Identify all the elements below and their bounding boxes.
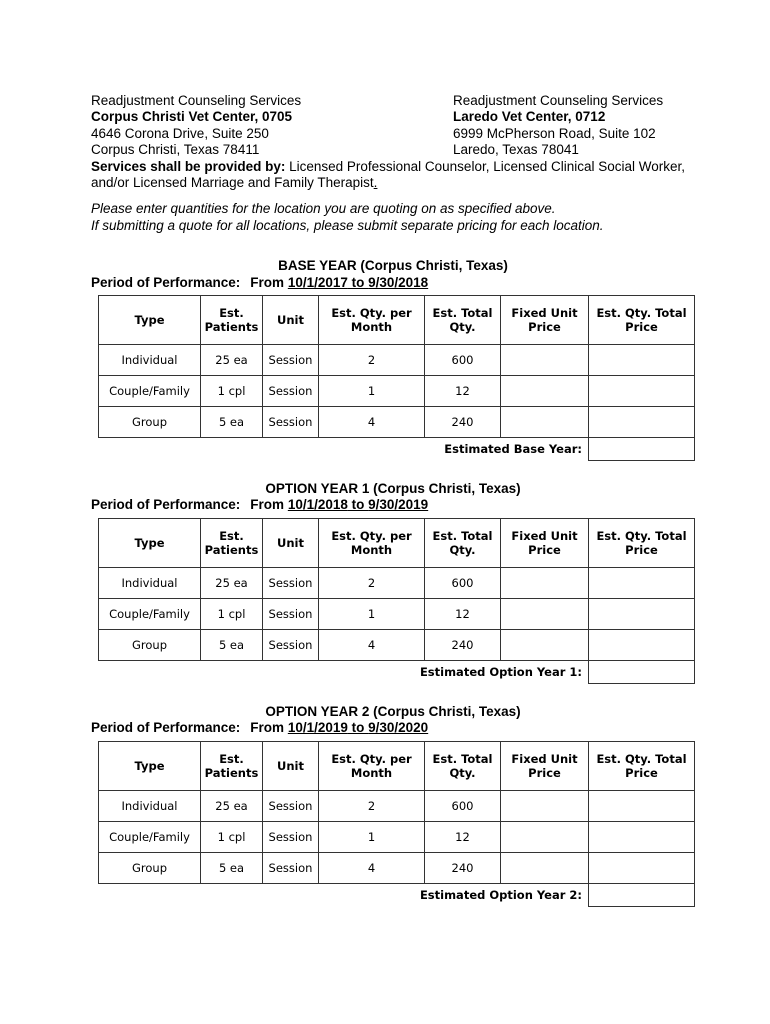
- column-header-type: Type: [99, 296, 201, 345]
- cell-qty-month: 2: [319, 790, 425, 821]
- cell-type: Individual: [99, 567, 201, 598]
- cell-patients: 25 ea: [201, 567, 263, 598]
- column-header-unit-price: Fixed Unit Price: [501, 518, 589, 567]
- cell-patients: 25 ea: [201, 345, 263, 376]
- cell-unit: Session: [263, 852, 319, 883]
- period-to-word: to: [347, 720, 369, 736]
- estimated-total-label: Estimated Option Year 2:: [419, 887, 582, 902]
- column-header-type: Type: [99, 741, 201, 790]
- section-title: OPTION YEAR 2 (Corpus Christi, Texas): [265, 703, 521, 719]
- cell-patients: 5 ea: [201, 407, 263, 438]
- period-of-performance: [91, 720, 695, 736]
- center-name: Laredo Vet Center, 0712: [453, 109, 606, 125]
- fixed-unit-price-cell[interactable]: [501, 598, 589, 629]
- cell-unit: Session: [263, 345, 319, 376]
- column-header-unit-price: Fixed Unit Price: [501, 741, 589, 790]
- cell-type: Group: [99, 629, 201, 660]
- services-statement: [91, 159, 695, 192]
- table-header-row: [99, 296, 695, 345]
- column-header-total-qty: Est. Total Qty.: [425, 741, 501, 790]
- cell-patients: 1 cpl: [201, 821, 263, 852]
- pricing-table: [98, 518, 695, 684]
- address-block: [91, 93, 695, 159]
- instruction-line-2: If submitting a quote for all locations, please submit separate pricing for each location.: [91, 217, 604, 233]
- period-to-word: to: [347, 497, 369, 513]
- cell-qty-month: 2: [319, 567, 425, 598]
- estimated-total-field[interactable]: [589, 883, 695, 906]
- cell-total-qty: 12: [425, 376, 501, 407]
- city-state-zip: Laredo, Texas 78041: [453, 142, 579, 158]
- column-header-total-qty: Est. Total Qty.: [425, 296, 501, 345]
- cell-total-qty: 240: [425, 407, 501, 438]
- period-label: Period of Performance:: [91, 497, 241, 513]
- table-row: [99, 345, 695, 376]
- table-header-row: [99, 518, 695, 567]
- fixed-unit-price-cell[interactable]: [501, 790, 589, 821]
- cell-patients: 25 ea: [201, 790, 263, 821]
- option-year-1-section: [91, 481, 695, 684]
- table-header-row: [99, 741, 695, 790]
- estimated-total-label: Estimated Base Year:: [444, 442, 582, 457]
- column-header-qty-month: Est. Qty. per Month: [319, 296, 425, 345]
- cell-unit: Session: [263, 598, 319, 629]
- period-from-date: 10/1/2017: [287, 274, 348, 290]
- cell-patients: 1 cpl: [201, 376, 263, 407]
- column-header-unit: Unit: [263, 741, 319, 790]
- cell-qty-month: 1: [319, 376, 425, 407]
- cell-total-qty: 600: [425, 567, 501, 598]
- period-label: Period of Performance:: [91, 274, 241, 290]
- street-address: 6999 McPherson Road, Suite 102: [453, 125, 656, 141]
- street-address: 4646 Corona Drive, Suite 250: [91, 125, 269, 141]
- cell-qty-month: 2: [319, 345, 425, 376]
- cell-patients: 1 cpl: [201, 598, 263, 629]
- services-text: Licensed Professional Counselor, Licensed Clinical Social Worker, and/or Licensed Marriage and Family Therapist: [91, 158, 686, 191]
- total-price-cell[interactable]: [589, 376, 695, 407]
- cell-type: Individual: [99, 790, 201, 821]
- period-from-word: From: [250, 274, 288, 290]
- column-header-total-price: Est. Qty. Total Price: [589, 296, 695, 345]
- column-header-patients: Est. Patients: [201, 741, 263, 790]
- cell-type: Couple/Family: [99, 376, 201, 407]
- total-price-cell[interactable]: [589, 629, 695, 660]
- instructions: [91, 201, 695, 234]
- cell-qty-month: 4: [319, 629, 425, 660]
- cell-total-qty: 600: [425, 345, 501, 376]
- cell-unit: Session: [263, 567, 319, 598]
- total-price-cell[interactable]: [589, 407, 695, 438]
- cell-qty-month: 1: [319, 821, 425, 852]
- column-header-qty-month: Est. Qty. per Month: [319, 518, 425, 567]
- total-price-cell[interactable]: [589, 821, 695, 852]
- table-row: [99, 629, 695, 660]
- fixed-unit-price-cell[interactable]: [501, 821, 589, 852]
- period-from-word: From: [250, 497, 288, 513]
- total-price-cell[interactable]: [589, 345, 695, 376]
- cell-unit: Session: [263, 376, 319, 407]
- fixed-unit-price-cell[interactable]: [501, 852, 589, 883]
- document-page: [91, 93, 695, 907]
- period-from-word: From: [250, 720, 288, 736]
- cell-total-qty: 12: [425, 598, 501, 629]
- cell-qty-month: 4: [319, 407, 425, 438]
- column-header-total-qty: Est. Total Qty.: [425, 518, 501, 567]
- column-header-unit: Unit: [263, 518, 319, 567]
- cell-total-qty: 12: [425, 821, 501, 852]
- cell-qty-month: 4: [319, 852, 425, 883]
- period-to-word: to: [347, 274, 369, 290]
- estimated-total-row: [99, 883, 695, 906]
- estimated-total-field[interactable]: [589, 438, 695, 461]
- estimated-total-row: [99, 660, 695, 683]
- fixed-unit-price-cell[interactable]: [501, 345, 589, 376]
- option-year-2-section: [91, 704, 695, 907]
- table-row: [99, 821, 695, 852]
- column-header-total-price: Est. Qty. Total Price: [589, 518, 695, 567]
- laredo-address: [453, 93, 695, 159]
- fixed-unit-price-cell[interactable]: [501, 376, 589, 407]
- fixed-unit-price-cell[interactable]: [501, 629, 589, 660]
- org-name: Readjustment Counseling Services: [453, 93, 664, 108]
- cell-patients: 5 ea: [201, 852, 263, 883]
- estimated-total-row: [99, 438, 695, 461]
- center-name: Corpus Christi Vet Center, 0705: [91, 109, 293, 125]
- table-row: [99, 567, 695, 598]
- total-price-cell[interactable]: [589, 790, 695, 821]
- pricing-table: [98, 295, 695, 461]
- fixed-unit-price-cell[interactable]: [501, 407, 589, 438]
- cell-type: Couple/Family: [99, 598, 201, 629]
- city-state-zip: Corpus Christi, Texas 78411: [91, 142, 260, 158]
- total-price-cell[interactable]: [589, 598, 695, 629]
- table-row: [99, 376, 695, 407]
- period-of-performance: [91, 275, 695, 291]
- table-row: [99, 598, 695, 629]
- pricing-table: [98, 741, 695, 907]
- period-to-date: 9/30/2019: [368, 497, 429, 513]
- org-name: Readjustment Counseling Services: [91, 93, 302, 108]
- cell-unit: Session: [263, 629, 319, 660]
- base-year-section: [91, 258, 695, 461]
- cell-total-qty: 600: [425, 790, 501, 821]
- column-header-patients: Est. Patients: [201, 296, 263, 345]
- cell-type: Couple/Family: [99, 821, 201, 852]
- period-of-performance: [91, 497, 695, 513]
- cell-total-qty: 240: [425, 629, 501, 660]
- section-title: BASE YEAR (Corpus Christi, Texas): [278, 258, 508, 274]
- cell-type: Individual: [99, 345, 201, 376]
- cell-type: Group: [99, 852, 201, 883]
- column-header-unit-price: Fixed Unit Price: [501, 296, 589, 345]
- section-title: OPTION YEAR 1 (Corpus Christi, Texas): [265, 481, 521, 497]
- cell-type: Group: [99, 407, 201, 438]
- period-from-date: 10/1/2018: [287, 497, 348, 513]
- services-label: Services shall be provided by:: [91, 158, 286, 174]
- cell-qty-month: 1: [319, 598, 425, 629]
- period-to-date: 9/30/2020: [368, 720, 429, 736]
- total-price-cell[interactable]: [589, 852, 695, 883]
- total-price-cell[interactable]: [589, 567, 695, 598]
- column-header-total-price: Est. Qty. Total Price: [589, 741, 695, 790]
- fixed-unit-price-cell[interactable]: [501, 567, 589, 598]
- table-row: [99, 790, 695, 821]
- column-header-qty-month: Est. Qty. per Month: [319, 741, 425, 790]
- table-row: [99, 852, 695, 883]
- instruction-line-1: Please enter quantities for the location you are quoting on as specified above.: [91, 201, 556, 217]
- cell-unit: Session: [263, 407, 319, 438]
- estimated-total-label: Estimated Option Year 1:: [419, 665, 582, 680]
- table-row: [99, 407, 695, 438]
- estimated-total-field[interactable]: [589, 660, 695, 683]
- services-end: .: [373, 175, 378, 191]
- cell-patients: 5 ea: [201, 629, 263, 660]
- column-header-unit: Unit: [263, 296, 319, 345]
- cell-unit: Session: [263, 821, 319, 852]
- cell-unit: Session: [263, 790, 319, 821]
- period-label: Period of Performance:: [91, 720, 241, 736]
- cell-total-qty: 240: [425, 852, 501, 883]
- period-to-date: 9/30/2018: [368, 274, 429, 290]
- period-from-date: 10/1/2019: [287, 720, 348, 736]
- column-header-patients: Est. Patients: [201, 518, 263, 567]
- corpus-christi-address: [91, 93, 453, 159]
- column-header-type: Type: [99, 518, 201, 567]
